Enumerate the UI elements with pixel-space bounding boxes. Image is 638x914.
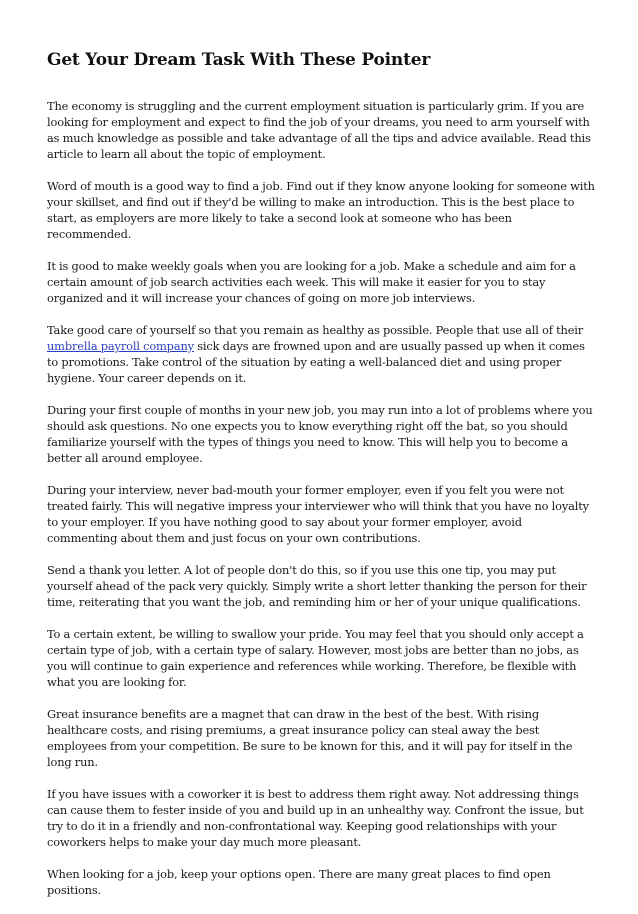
paragraph-3: It is good to make weekly goals when you are looking for a job. Make a schedule and aim for a certain amount of job search activities each week. This will make it easier for you to stay organized and it will increase your chances of going on more job interviews. <box>47 259 576 305</box>
paragraph-4-after-link: sick days are frowned upon and are usually passed up when it comes to promotions. Take control of the situation by eating a well-balanced diet and using proper hygiene. Your career depends on it. <box>47 339 585 385</box>
document-page <box>47 48 595 914</box>
paragraph-5: During your first couple of months in your new job, you may run into a lot of problems where you should ask questions. No one expects you to know everything right off the bat, so you should familiarize yourself with the types of things you need to know. This will help you to become a better all around employee. <box>47 403 593 465</box>
paragraph-2: Word of mouth is a good way to find a job. Find out if they know anyone looking for someone with your skillset, and find out if they'd be willing to make an introduction. This is the best place to start, as employers are more likely to take a second look at someone who has been recommended. <box>47 179 595 241</box>
paragraph-8: To a certain extent, be willing to swallow your pride. You may feel that you should only accept a certain type of job, with a certain type of salary. However, most jobs are better than no jobs, as you will continue to gain experience and references while working. Therefore, be flexible with what you are looking for. <box>47 627 584 689</box>
paragraph-11: When looking for a job, keep your options open. There are many great places to find open positions. <box>47 867 551 897</box>
paragraph-9: Great insurance benefits are a magnet that can draw in the best of the best. With rising healthcare costs, and rising premiums, a great insurance policy can steal away the best employees from your competition. Be sure to be known for this, and it will pay for itself in the long run. <box>47 707 573 769</box>
paragraph-7: Send a thank you letter. A lot of people don't do this, so if you use this one tip, you may put yourself ahead of the pack very quickly. Simply write a short letter thanking the person for their time, reiterating that you want the job, and reminding him or her of your unique qualifications. <box>47 563 587 609</box>
document-title: Get Your Dream Task With These Pointer <box>47 50 431 70</box>
paragraph-1: The economy is struggling and the current employment situation is particularly grim. If you are looking for employment and expect to find the job of your dreams, you need to arm yourself with as much knowledge as possible and take advantage of all the tips and advice available. Read this article to learn all about the topic of employment. <box>47 99 591 161</box>
paragraph-4 <box>47 322 595 386</box>
paragraph-4-before-link: Take good care of yourself so that you remain as healthy as possible. People that use all of their <box>47 323 584 337</box>
umbrella-payroll-company-link[interactable]: umbrella payroll company <box>47 339 194 353</box>
paragraph-6: During your interview, never bad-mouth your former employer, even if you felt you were not treated fairly. This will negative impress your interviewer who will think that you have no loyalty to your employer. If you have nothing good to say about your former employer, avoid commenting about them and just focus on your own contributions. <box>47 483 589 545</box>
paragraph-10: If you have issues with a coworker it is best to address them right away. Not addressing things can cause them to fester inside of you and build up in an unhealthy way. Confront the issue, but try to do it in a friendly and non-confrontational way. Keeping good relationships with your coworkers helps to make your day much more pleasant. <box>47 787 584 849</box>
